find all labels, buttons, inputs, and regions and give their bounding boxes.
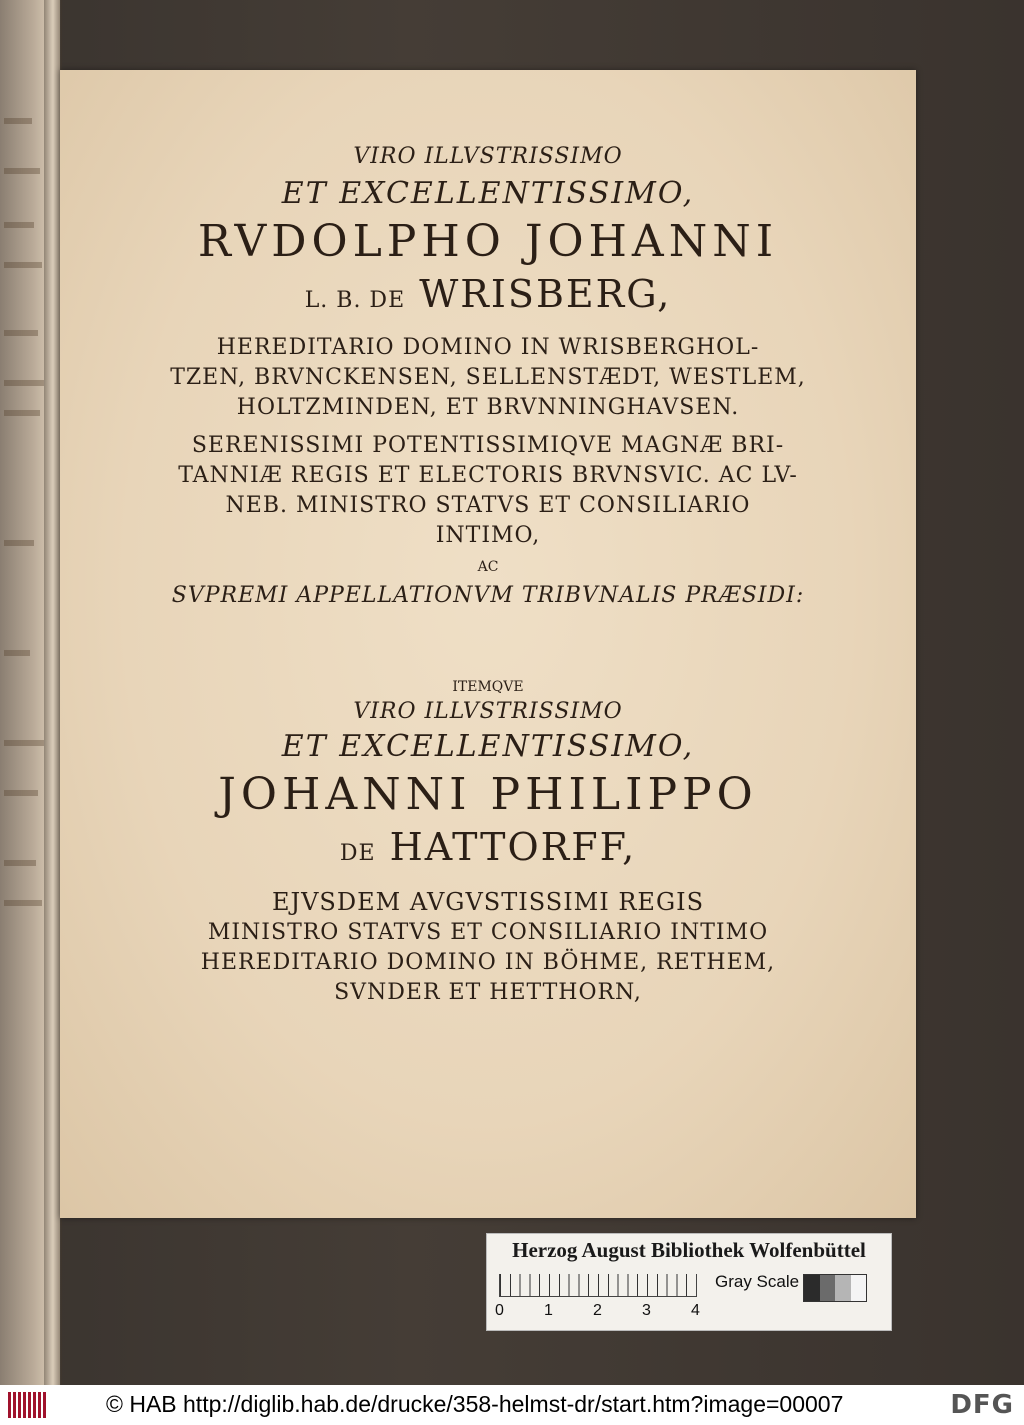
dedication1-line2: ET EXCELLENTISSIMO, (281, 176, 695, 211)
gray-swatch (851, 1275, 867, 1301)
dedication2-line1: VIRO ILLVSTRISSIMO (353, 699, 623, 724)
detail-line: SVNDER ET HETTHORN, (334, 980, 642, 1005)
title-line: HEREDITARIO DOMINO IN WRISBERGHOL- (216, 335, 760, 360)
name2-prefix: DE (339, 841, 376, 866)
detail-line: EJVSDEM AVGVSTISSIMI REGIS (271, 888, 705, 916)
title-line: TZEN, BRVNCKENSEN, SELLENSTÆDT, WESTLEM, (170, 365, 806, 390)
dedication1-name2 (60, 270, 916, 325)
name2-main: WRISBERG, (419, 272, 672, 316)
dedication1-name1: RVDOLPHO JOHANNI (197, 216, 779, 267)
detail-line: MINISTRO STATVS ET CONSILIARIO INTIMO (207, 920, 769, 945)
library-name: Herzog August Bibliothek Wolfenbüttel (512, 1238, 866, 1262)
dedication1-offices (60, 431, 916, 551)
ruler-number: 1 (544, 1302, 553, 1319)
detail-line: HEREDITARIO DOMINO IN BÖHME, RETHEM, (200, 950, 776, 975)
dedication2-line2: ET EXCELLENTISSIMO, (281, 729, 695, 764)
name2-prefix: L. B. DE (304, 288, 406, 313)
dedication2-name1: JOHANNI PHILIPPO (218, 769, 758, 820)
title-line: HOLTZMINDEN, ET BRVNNINGHAVSEN. (236, 395, 740, 420)
office-line: SERENISSIMI POTENTISSIMIQVE MAGNÆ BRI- (191, 433, 785, 458)
office-line: TANNIÆ REGIS ET ELECTORIS BRVNSVIC. AC LV- (178, 463, 798, 488)
source-url-link[interactable]: © HAB http://diglib.hab.de/drucke/358-helmst-dr/start.htm?image=00007 (106, 1391, 844, 1417)
gray-swatch (820, 1275, 836, 1301)
ruler-number: 3 (642, 1302, 651, 1319)
ruler-number: 0 (495, 1302, 504, 1319)
gray-scale-label: Gray Scale (715, 1272, 800, 1291)
page-text (60, 140, 916, 1008)
gray-swatch (835, 1275, 851, 1301)
gray-scale-bar (803, 1274, 867, 1302)
gray-swatch (804, 1275, 820, 1301)
viewer-footer (0, 1385, 1024, 1425)
dedication2-name2 (60, 823, 916, 878)
office-line: INTIMO, (435, 523, 541, 548)
book-page (60, 70, 916, 1218)
ruler-number: 4 (691, 1302, 700, 1319)
library-color-card (486, 1233, 892, 1331)
scale-ruler (499, 1274, 697, 1297)
hab-logo-icon (8, 1392, 46, 1418)
itemque-word: ITEMQVE (452, 679, 524, 695)
ruler-number: 2 (593, 1302, 602, 1319)
dedication1-titles (60, 333, 916, 423)
ac-word: AC (477, 559, 499, 575)
office-line: NEB. MINISTRO STATVS ET CONSILIARIO (225, 493, 751, 518)
court-line: SVPREMI APPELLATIONVM TRIBVNALIS PRÆSIDI: (171, 583, 805, 608)
dfg-logo: DFG (950, 1390, 1014, 1420)
dedication1-line1: VIRO ILLVSTRISSIMO (353, 144, 623, 169)
name2-main: HATTORFF, (389, 825, 637, 869)
dedication2-lines (60, 886, 916, 1008)
